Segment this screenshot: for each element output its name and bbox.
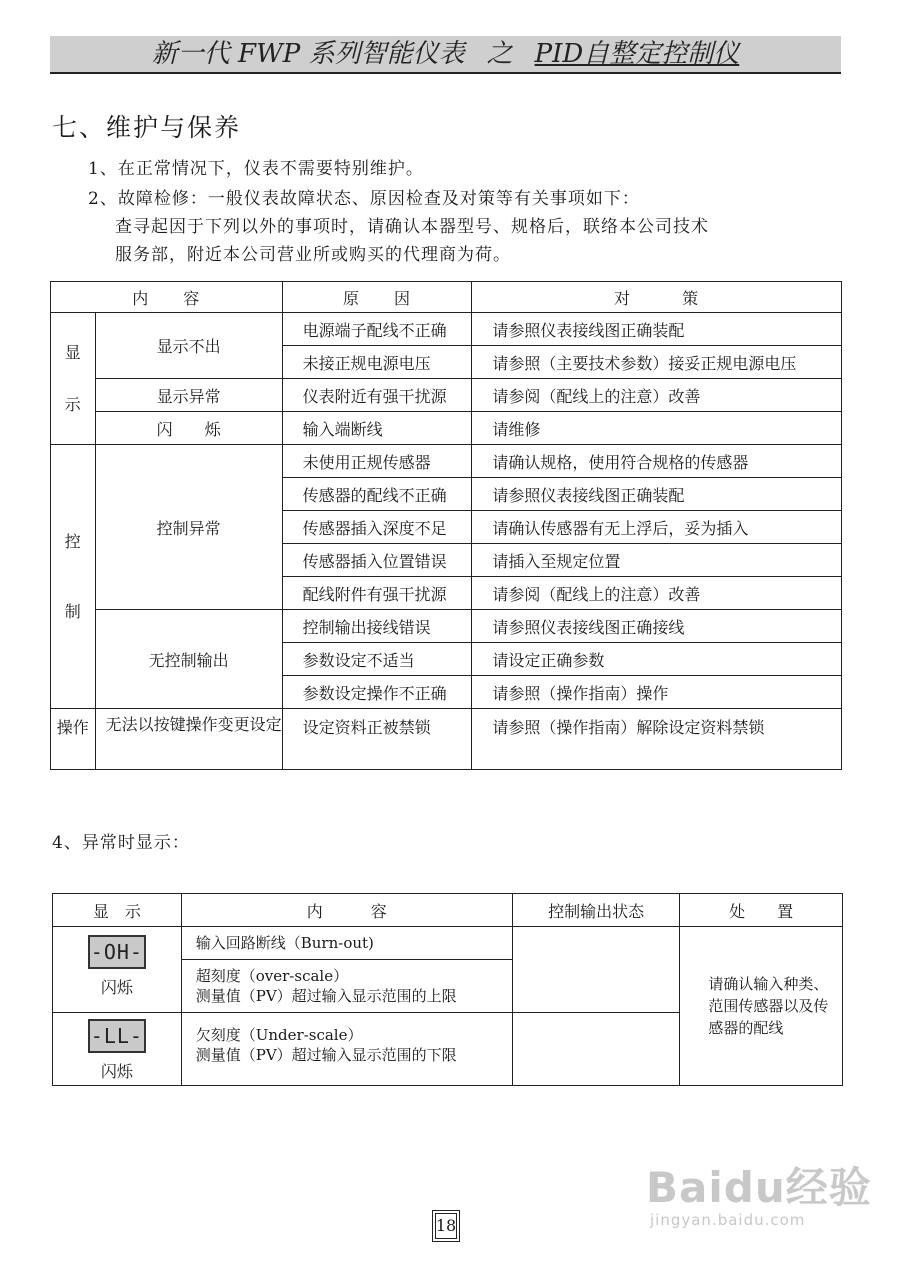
- page-number: 18: [432, 1210, 460, 1242]
- flash-label: 闪烁: [100, 978, 133, 997]
- action-cell: 请参照（操作指南）解除设定资料禁锁: [472, 709, 842, 770]
- cause-cell: 设定资料正被禁锁: [282, 709, 472, 770]
- action-cell: 请参照仪表接线图正确装配: [472, 478, 842, 511]
- action-cell: 请确认规格，使用符合规格的传感器: [472, 445, 842, 478]
- header-output-state: 控制输出状态: [512, 894, 679, 927]
- action-cell: 请参照（操作指南）操作: [472, 676, 842, 709]
- header-content: 内 容: [51, 282, 283, 313]
- category-display-char1: 显: [64, 342, 81, 362]
- output-state-cell-1: [512, 927, 679, 1013]
- table-row: [51, 445, 842, 478]
- lcd-display-ll: -LL-: [88, 1019, 146, 1053]
- maintenance-item-2-line3: 服务部，附近本公司营业所或购买的代理商为荷。: [115, 245, 511, 265]
- content-burnout: 输入回路断线（Burn-out): [181, 927, 512, 960]
- lcd-display-oh: -OH-: [88, 935, 146, 969]
- section-title: 七、维护与保养: [52, 113, 242, 142]
- sub-no-display: 显示不出: [95, 313, 282, 379]
- category-control-char2: 制: [64, 601, 81, 621]
- category-operation: 操作: [51, 709, 96, 770]
- action-cell: 请参照仪表接线图正确装配: [472, 313, 842, 346]
- sub-display-abnormal: 显示异常: [95, 379, 282, 412]
- sub-control-abnormal: 控制异常: [95, 445, 282, 610]
- header-action: 对 策: [472, 282, 842, 313]
- header-title-part1: 新一代 FWP 系列智能仪表: [151, 39, 465, 69]
- action-cell: 请参阅（配线上的注意）改善: [472, 577, 842, 610]
- table-row: [51, 379, 842, 412]
- maintenance-item-1: 1、在正常情况下，仪表不需要特别维护。: [88, 159, 424, 179]
- table-row: [53, 927, 843, 960]
- header-title: [50, 36, 841, 72]
- cause-cell: 参数设定操作不正确: [282, 676, 472, 709]
- category-display: [51, 313, 96, 445]
- display-ll-cell: [53, 1013, 182, 1086]
- overscale-desc: 测量值（PV）超过输入显示范围的上限: [195, 987, 457, 1005]
- table-row: [51, 313, 842, 346]
- output-state-cell-2: [512, 1013, 679, 1086]
- cause-cell: 传感器插入深度不足: [282, 511, 472, 544]
- content-overscale: [181, 960, 512, 1013]
- category-control: [51, 445, 96, 709]
- header-handling: 处 置: [680, 894, 843, 927]
- watermark-main: Baidu经验: [646, 1163, 872, 1212]
- action-cell: 请插入至规定位置: [472, 544, 842, 577]
- action-cell: 请确认传感器有无上浮后，妥为插入: [472, 511, 842, 544]
- sub-flash: 闪 烁: [95, 412, 282, 445]
- cause-cell: 输入端断线: [282, 412, 472, 445]
- table-row: [51, 412, 842, 445]
- table-row: [51, 709, 842, 770]
- cause-cell: 未使用正规传感器: [282, 445, 472, 478]
- header-cause: 原 因: [282, 282, 472, 313]
- header-bar: [50, 36, 841, 74]
- header-title-part2: PID自整定控制仪: [534, 39, 740, 69]
- handling-cell: 请确认输入种类、范围传感器以及传感器的配线: [680, 927, 843, 1086]
- action-cell: 请设定正确参数: [472, 643, 842, 676]
- header-display: 显 示: [53, 894, 182, 927]
- overscale-title: 超刻度（over-scale）: [195, 967, 349, 985]
- category-control-char1: 控: [64, 531, 81, 551]
- fault-table-header: [51, 282, 842, 313]
- header-content: 内 容: [181, 894, 512, 927]
- maintenance-item-2-line2: 查寻起因于下列以外的事项时，请确认本器型号、规格后，联络本公司技术: [115, 217, 709, 237]
- sub-key-locked: 无法以按键操作变更设定: [95, 709, 282, 770]
- underscale-title: 欠刻度（Under-scale）: [195, 1026, 363, 1044]
- cause-cell: 电源端子配线不正确: [282, 313, 472, 346]
- cause-cell: 传感器插入位置错误: [282, 544, 472, 577]
- maintenance-item-2: 2、故障检修：一般仪表故障状态、原因检查及对策等有关事项如下：: [88, 189, 640, 209]
- cause-cell: 仪表附近有强干扰源: [282, 379, 472, 412]
- action-cell: 请参阅（配线上的注意）改善: [472, 379, 842, 412]
- watermark-sub: jingyan.baidu.com: [650, 1211, 806, 1229]
- flash-label: 闪烁: [100, 1062, 133, 1081]
- category-display-char2: 示: [64, 394, 81, 414]
- content-underscale: [181, 1013, 512, 1086]
- fault-table: [50, 281, 842, 770]
- display-oh-cell: [53, 927, 182, 1013]
- section4-title: 4、异常时显示：: [52, 833, 190, 853]
- display-table-header: [53, 894, 843, 927]
- action-cell: 请参照（主要技术参数）接妥正规电源电压: [472, 346, 842, 379]
- display-table: [52, 893, 843, 1086]
- table-row: [51, 610, 842, 643]
- baidu-watermark: [646, 1155, 872, 1229]
- cause-cell: 未接正规电源电压: [282, 346, 472, 379]
- sub-no-output: 无控制输出: [95, 610, 282, 709]
- underscale-desc: 测量值（PV）超过输入显示范围的下限: [195, 1046, 457, 1064]
- cause-cell: 控制输出接线错误: [282, 610, 472, 643]
- cause-cell: 参数设定不适当: [282, 643, 472, 676]
- header-title-sep: 之: [486, 39, 513, 69]
- cause-cell: 传感器的配线不正确: [282, 478, 472, 511]
- cause-cell: 配线附件有强干扰源: [282, 577, 472, 610]
- action-cell: 请维修: [472, 412, 842, 445]
- action-cell: 请参照仪表接线图正确接线: [472, 610, 842, 643]
